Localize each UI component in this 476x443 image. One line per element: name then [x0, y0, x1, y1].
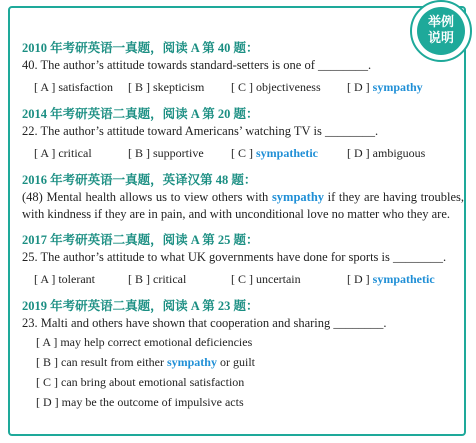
option: [ C ] can bring about emotional satisfaction [36, 375, 245, 389]
question-block [22, 232, 464, 291]
question-stem: 40. The author’s attitude towards standard-setters is one of ________. [22, 58, 372, 72]
question-source: 2017 年考研英语二真题，阅读 A 第 25 题： [22, 233, 259, 247]
badge-line-2: 说明 [427, 31, 454, 46]
option: [ D ] sympathetic [347, 271, 435, 286]
option: [ B ] skepticism [128, 79, 205, 94]
question-source: 2014 年考研英语二真题，阅读 A 第 20 题： [22, 107, 259, 121]
option: [ B ] can result from either sympathy or guilt [36, 355, 255, 369]
question-source: 2019 年考研英语二真题，阅读 A 第 23 题： [22, 299, 259, 313]
option-row [34, 267, 464, 291]
questions-list [22, 40, 464, 413]
question-source: 2010 年考研英语一真题，阅读 A 第 40 题： [22, 41, 259, 55]
question-block [22, 40, 464, 99]
option: [ A ] may help correct emotional deficiencies [36, 335, 253, 349]
option: [ D ] sympathy [347, 79, 423, 94]
option-row [34, 141, 464, 165]
question-stem: (48) Mental health allows us to view others with sympathy if they are having troubles, with kindness if they are in pain, and with unconditional love no matter who they are. [22, 190, 464, 221]
option: [ D ] ambiguous [347, 145, 426, 160]
question-source: 2016 年考研英语一真题，英译汉第 48 题： [22, 173, 257, 187]
option: [ A ] satisfaction [34, 79, 113, 94]
question-stem: 22. The author’s attitude toward Americans’ watching TV is ________. [22, 124, 379, 138]
question-block [22, 172, 464, 223]
option: [ C ] sympathetic [231, 145, 318, 160]
question-stem: 23. Malti and others have shown that cooperation and sharing ________. [22, 316, 387, 330]
option: [ A ] critical [34, 145, 92, 160]
option: [ C ] uncertain [231, 271, 301, 286]
badge-line-1: 举例 [427, 15, 454, 30]
question-stem: 25. The author’s attitude to what UK governments have done for sports is ________. [22, 250, 447, 264]
option: [ D ] may be the outcome of impulsive acts [36, 395, 244, 409]
option-row [34, 75, 464, 99]
question-block [22, 106, 464, 165]
option: [ C ] objectiveness [231, 79, 321, 94]
option: [ A ] tolerant [34, 271, 95, 286]
option: [ B ] supportive [128, 145, 204, 160]
option: [ B ] critical [128, 271, 187, 286]
question-block [22, 298, 464, 413]
